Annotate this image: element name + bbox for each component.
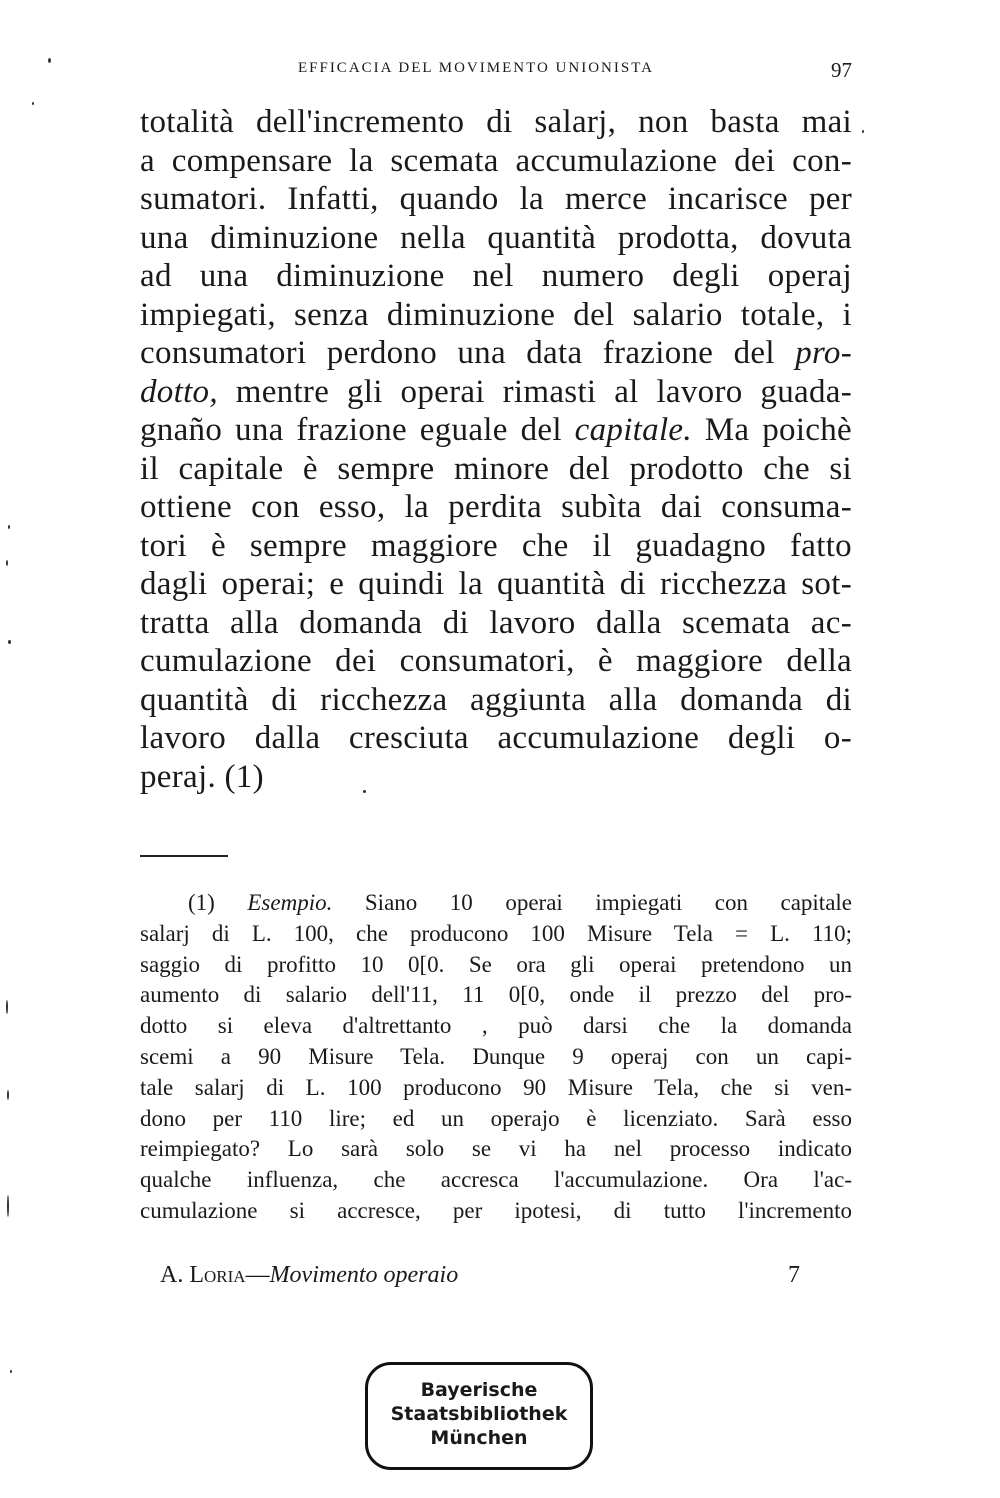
footnote-line: scemi a 90 Misure Tela. Dunque 9 operaj con un capi- xyxy=(140,1043,852,1069)
body-line: peraj. (1) xyxy=(140,758,264,795)
body-line: tori è sempre maggiore che il guadagno fatto xyxy=(140,527,852,564)
footnote-line-text: Siano 10 operai impiegati con capitale xyxy=(332,890,853,915)
sheet-number: 7 xyxy=(788,1262,800,1288)
italic-word: capitale. xyxy=(574,412,692,448)
italic-word: dotto, xyxy=(140,373,218,410)
stamp-line: München xyxy=(430,1427,528,1449)
body-line: il capitale è sempre minore del prodotto che si xyxy=(140,450,852,487)
body-line: tratta alla domanda di lavoro dalla scemata ac- xyxy=(140,604,852,641)
body-line: dagli operai; e quindi la quantità di ricchezza sot- xyxy=(140,566,852,602)
stamp-line: Staatsbibliothek xyxy=(390,1403,568,1425)
author-name: Loria xyxy=(189,1262,246,1288)
footnote-line: salarj di L. 100, che producono 100 Misure Tela = L. 110; xyxy=(140,920,852,946)
stamp-line: Bayerische xyxy=(420,1379,538,1401)
footnote-line: tale salarj di L. 100 producono 90 Misure Tela, che si ven- xyxy=(140,1074,852,1100)
work-title: Movimento operaio xyxy=(269,1262,459,1288)
footnote-line: dono per 110 lire; ed un operajo è licenziato. Sarà esso xyxy=(140,1105,852,1131)
body-line: quantità di ricchezza aggiunta alla domanda di xyxy=(140,681,852,718)
library-stamp xyxy=(365,1362,593,1470)
footnote-line: qualche influenza, che accresca l'accumulazione. Ora l'ac- xyxy=(140,1167,852,1193)
body-line: sumatori. Infatti, quando la merce incarisce per xyxy=(140,181,852,217)
running-title: EFFICACIA DEL MOVIMENTO UNIONISTA xyxy=(297,60,655,76)
body-line: cumulazione dei consumatori, è maggiore della xyxy=(140,643,852,679)
italic-word: pro- xyxy=(795,335,852,371)
body-line: lavoro dalla cresciuta accumulazione degli o- xyxy=(140,720,852,756)
signature-dash: — xyxy=(245,1262,270,1288)
body-line: una diminuzione nella quantità prodotta, dovuta xyxy=(140,219,852,256)
footnote-line: reimpiegato? Lo sarà solo se vi ha nel processo indicato xyxy=(140,1136,852,1162)
footnote-line: aumento di salario dell'11, 11 0[0, onde il prezzo del pro- xyxy=(140,982,852,1008)
body-line: a compensare la scemata accumulazione dei con- xyxy=(140,142,852,179)
page-number: 97 xyxy=(831,58,852,82)
footnote-rule xyxy=(140,855,228,857)
body-line-text: mentre gli operai rimasti al lavoro guada- xyxy=(217,373,852,410)
footnote-line: saggio di profitto 10 0[0. Se ora gli operai pretendono un xyxy=(140,951,852,977)
body-line: totalità dell'incremento di salarj, non basta mai xyxy=(140,104,852,140)
body-line xyxy=(140,373,852,412)
author-initial: A. xyxy=(160,1262,184,1288)
running-head xyxy=(140,58,852,88)
signature-author xyxy=(160,1262,458,1289)
footnote-line: cumulazione si accresce, per ipotesi, di tutto l'incremento xyxy=(140,1197,852,1223)
footnote-line: dotto si eleva d'altrettanto , può darsi che la domanda xyxy=(140,1013,852,1039)
body-line-text: gnaño una frazione eguale del xyxy=(140,412,575,448)
body-line-text: Ma poichè xyxy=(691,412,852,448)
body-paragraph xyxy=(140,103,852,796)
body-line-text: consumatori perdono una data frazione del xyxy=(140,335,775,371)
footnote-label: Esempio. xyxy=(247,890,333,915)
body-line xyxy=(140,411,852,450)
footnote xyxy=(140,888,852,1227)
body-line: ad una diminuzione nel numero degli operaj xyxy=(140,258,852,294)
body-line: ottiene con esso, la perdita subìta dai consuma- xyxy=(140,489,852,525)
footnote-line xyxy=(140,888,852,919)
body-line xyxy=(140,334,852,373)
body-line: impiegati, senza diminuzione del salario totale, i xyxy=(140,296,852,333)
signature-line xyxy=(160,1262,852,1292)
footnote-marker: (1) xyxy=(188,890,215,915)
